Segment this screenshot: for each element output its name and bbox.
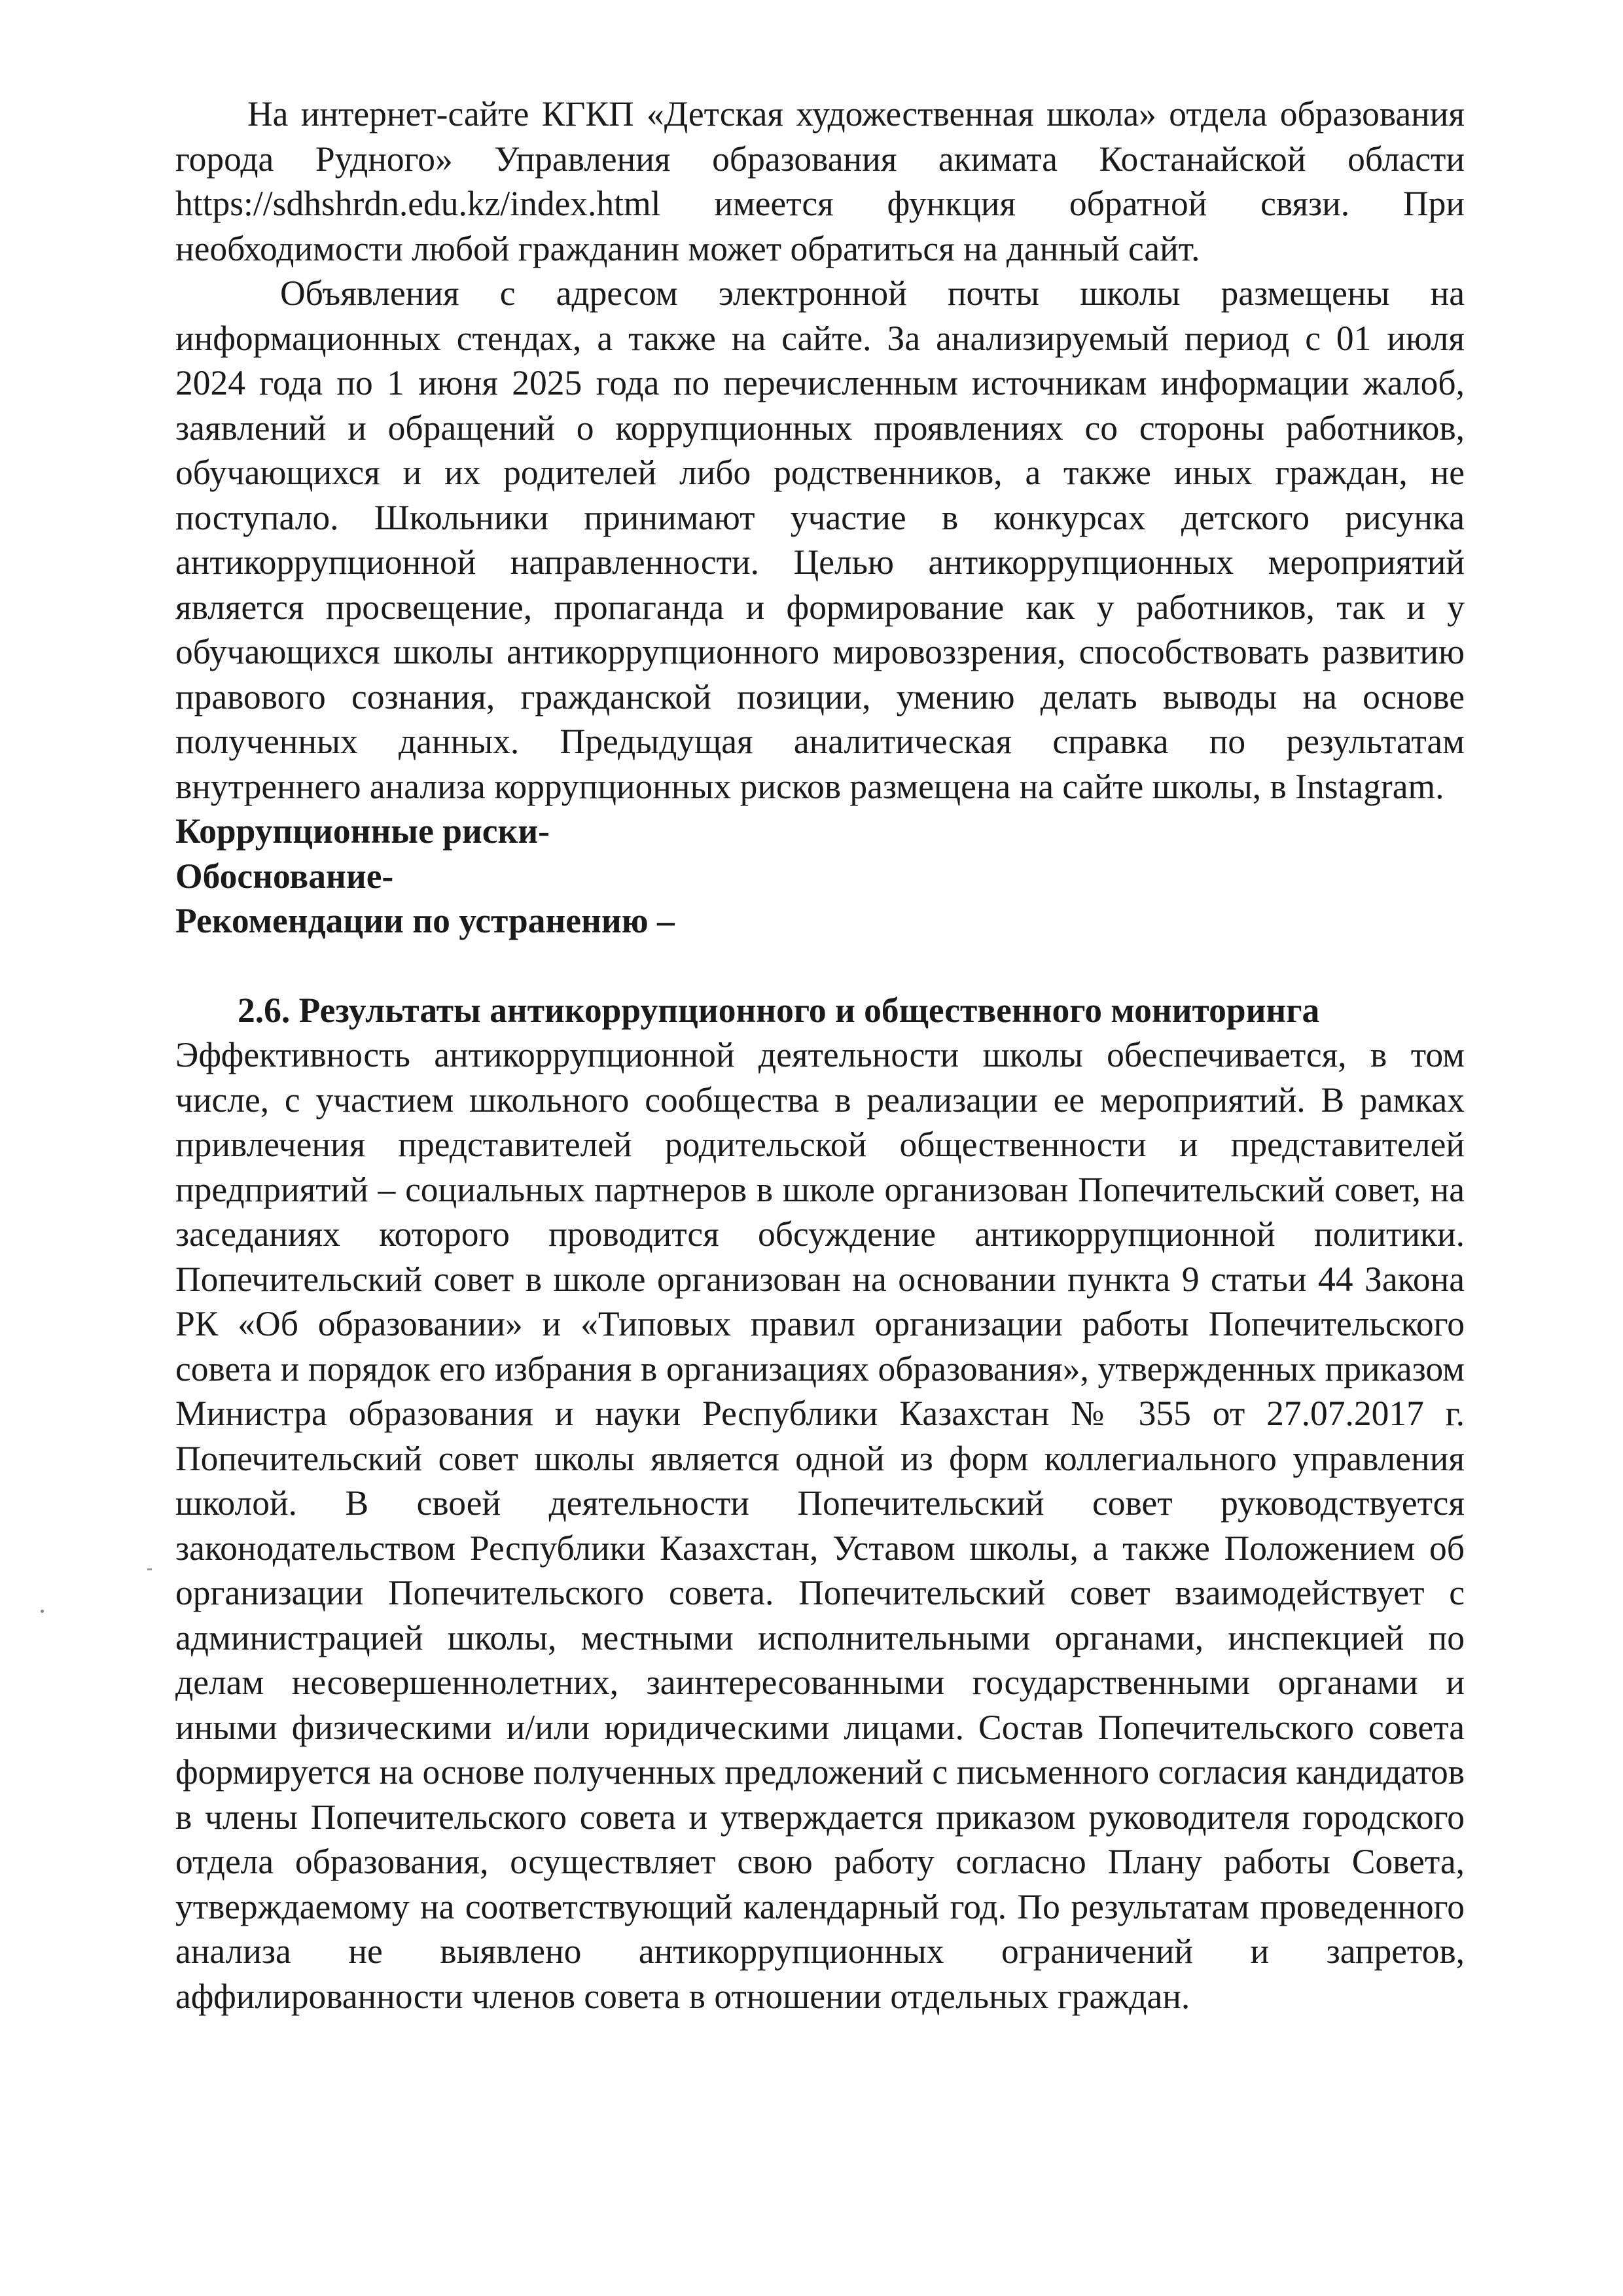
paragraph-feedback: На интернет-сайте КГКП «Детская художественная школа» отдела образования города Рудного» Управления образования акимата Костанайской области https://sdhshrdn.edu.kz/index.html имеется функция обратной связи. При необходимости любой гражданин может обратиться на данный сайт. <box>175 94 1465 268</box>
scan-artifact <box>147 1568 152 1570</box>
section-heading: 2.6. Результаты антикоррупционного и общественного мониторинга <box>238 990 1320 1030</box>
paragraph-monitoring: Эффективность антикоррупционной деятельности школы обеспечивается, в том числе, с участием школьного сообщества в реализации ее мероприятий. В рамках привлечения представителей родительской общественности и представителей предприятий – социальных партнеров в школе организован Попечительский совет, на заседаниях которого проводится обсуждение антикоррупционной политики. Попечительский совет в школе организован на основании пункта 9 статьи 44 Закона РК «Об образовании» и «Типовых правил организации работы Попечительского совета и порядок его избрания в организациях образования», утвержденных приказом Министра образования и науки Республики Казахстан № 355 от 27.07.2017 г. Попечительский совет школы является одной из форм коллегиального управления школой. В своей деятельности Попечительский совет руководствуется законодательством Республики Казахстан, Уставом школы, а также Положением об организации Попечительского совета. Попечительский совет взаимодействует с администрацией школы, местными исполнительными органами, инспекцией по делам несовершеннолетних, заинтересованными государственными органами и иными физическими и/или юридическими лицами. Состав Попечительского совета формируется на основе полученных предложений с письменного согласия кандидатов в члены Попечительского совета и утверждается приказом руководителя городского отдела образования, осуществляет свою работу согласно Плану работы Совета, утверждаемому на соответствующий календарный год. По результатам проведенного анализа не выявлено антикоррупционных ограничений и запретов, аффилированности членов совета в отношении отдельных граждан. <box>175 1035 1465 2016</box>
scan-artifact <box>41 1610 44 1613</box>
label-corruption-risks: Коррупционные риски- <box>175 811 550 851</box>
paragraph-announcements: Объявления с адресом электронной почты школы размещены на информационных стендах, а также на сайте. За анализируемый период с 01 июля 2024 года по 1 июня 2025 года по перечисленным источникам информации жалоб, заявлений и обращений о коррупционных проявлениях со стороны работников, обучающихся и их родителей либо родственников, а также иных граждан, не поступало. Школьники принимают участие в конкурсах детского рисунка антикоррупционной направленности. Целью антикоррупционных мероприятий является просвещение, пропаганда и формирование как у работников, так и у обучающихся школы антикоррупционного мировоззрения, способствовать развитию правового сознания, гражданской позиции, умению делать выводы на основе полученных данных. Предыдущая аналитическая справка по результатам внутреннего анализа коррупционных рисков размещена на сайте школы, в Instagram. <box>175 274 1465 806</box>
label-recommendations: Рекомендации по устранению – <box>175 901 675 940</box>
spacer <box>175 944 1465 988</box>
label-justification: Обоснование- <box>175 856 394 896</box>
document-page <box>175 92 1465 2019</box>
